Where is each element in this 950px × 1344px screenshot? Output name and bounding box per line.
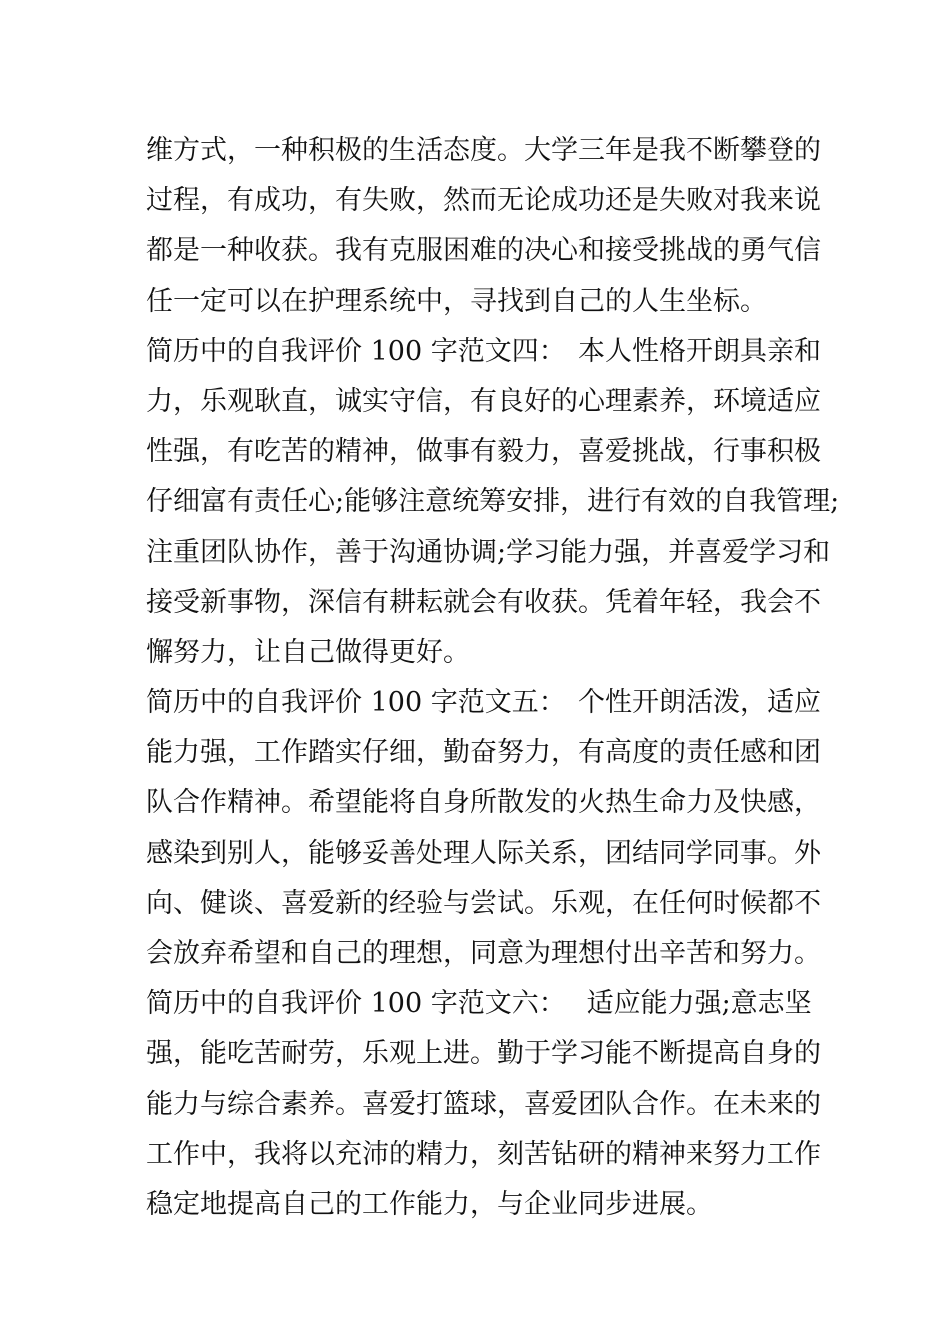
body-text — [146, 126, 840, 1230]
text-line: 懈努力，让自己做得更好。 — [146, 636, 470, 668]
text-line: 性强，有吃苦的精神，做事有毅力，喜爱挑战，行事积极 — [146, 436, 821, 468]
section-4-first-text: 本人性格开朗具亲和 — [578, 335, 821, 367]
text-line: 强，能吃苦耐劳，乐观上进。勤于学习能不断提高自身的 — [146, 1038, 821, 1070]
text-line: 感染到别人，能够妥善处理人际关系，团结同学同事。外 — [146, 837, 821, 869]
section-6-first-text: 适应能力强;意志坚 — [578, 988, 812, 1020]
section-5-heading: 简历中的自我评价 100 字范文五： — [146, 687, 566, 719]
text-line: 都是一种收获。我有克服困难的决心和接受挑战的勇气信 — [146, 235, 821, 267]
text-line: 向、健谈、喜爱新的经验与尝试。乐观，在任何时候都不 — [146, 887, 821, 919]
text-line: 能力与综合素养。喜爱打篮球，喜爱团队合作。在未来的 — [146, 1088, 821, 1120]
text-line: 稳定地提高自己的工作能力，与企业同步进展。 — [146, 1188, 713, 1220]
text-line: 接受新事物，深信有耕耘就会有收获。凭着年轻，我会不 — [146, 586, 821, 618]
section-6-heading-line — [146, 979, 826, 1029]
section-5-first-text: 个性开朗活泼，适应 — [578, 687, 821, 719]
text-line: 过程，有成功，有失败，然而无论成功还是失败对我来说 — [146, 185, 821, 217]
text-line: 队合作精神。希望能将自身所散发的火热生命力及快感， — [146, 787, 821, 819]
section-6-heading: 简历中的自我评价 100 字范文六： — [146, 988, 566, 1020]
text-line: 力，乐观耿直，诚实守信，有良好的心理素养，环境适应 — [146, 385, 821, 417]
section-4-heading-line — [146, 327, 826, 377]
text-line: 工作中，我将以充沛的精力，刻苦钻研的精神来努力工作 — [146, 1138, 821, 1170]
text-line: 能力强，工作踏实仔细，勤奋努力，有高度的责任感和团 — [146, 737, 821, 769]
section-5-heading-line — [146, 678, 826, 728]
text-line: 仔细富有责任心;能够注意统筹安排，进行有效的自我管理; — [146, 486, 840, 518]
text-line: 注重团队协作，善于沟通协调;学习能力强，并喜爱学习和 — [146, 536, 831, 568]
text-line: 会放弃希望和自己的理想，同意为理想付出辛苦和努力。 — [146, 938, 821, 969]
text-line: 维方式，一种积极的生活态度。大学三年是我不断攀登的 — [146, 135, 821, 166]
text-line: 任一定可以在护理系统中，寻找到自己的人生坐标。 — [146, 285, 767, 317]
section-4-heading: 简历中的自我评价 100 字范文四： — [146, 335, 566, 367]
